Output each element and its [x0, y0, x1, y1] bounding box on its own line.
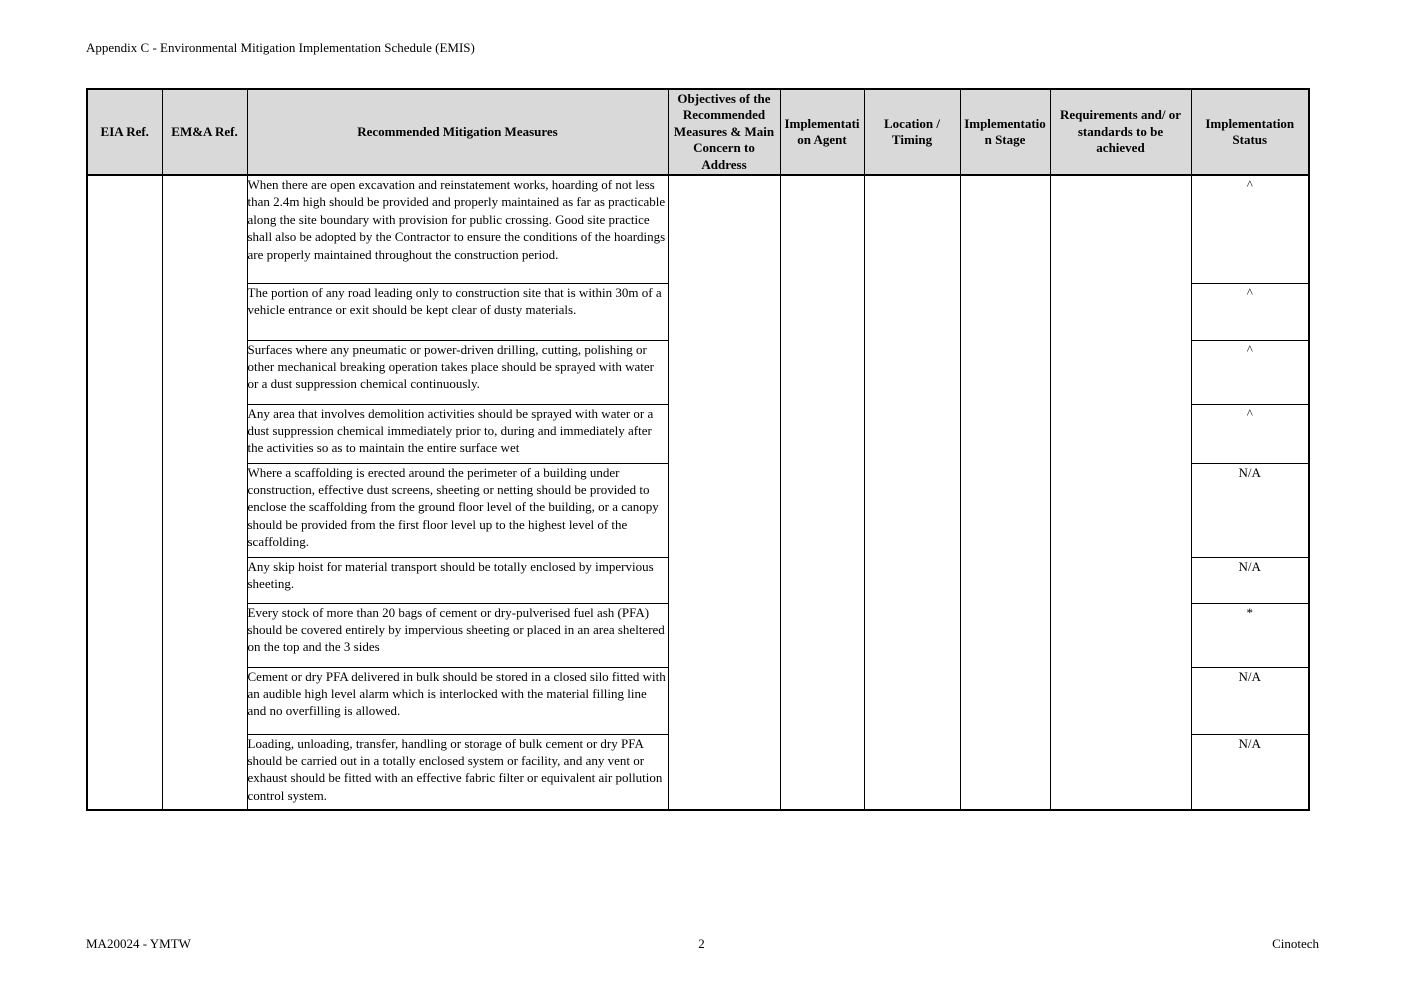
status-cell: N/A — [1191, 734, 1309, 810]
footer-company-name: Cinotech — [1272, 936, 1319, 951]
footer-page-number: 2 — [698, 936, 705, 951]
status-cell: ^ — [1191, 340, 1309, 404]
col-header-ema-ref: EM&A Ref. — [162, 89, 247, 175]
col-header-implementation-stage: Implementation Stage — [960, 89, 1050, 175]
col-header-eia-ref: EIA Ref. — [87, 89, 162, 175]
measure-cell: Cement or dry PFA delivered in bulk should be stored in a closed silo fitted with an audible high level alarm which is interlocked with the material filling line and no overfilling is allowed. — [247, 667, 668, 734]
measure-cell: When there are open excavation and reinstatement works, hoarding of not less than 2.4m high should be provided and properly maintained as far as practicable along the site boundary with provision for public crossing. Good site practice shall also be adopted by the Contractor to ensure the conditions of the hoardings are properly maintained throughout the construction period. — [247, 175, 668, 283]
location-timing-column-cell — [864, 175, 960, 810]
col-header-location-timing: Location / Timing — [864, 89, 960, 175]
col-header-mitigation-measures: Recommended Mitigation Measures — [247, 89, 668, 175]
measure-cell: Surfaces where any pneumatic or power-driven drilling, cutting, polishing or other mechanical breaking operation takes place should be sprayed with water or a dust suppression chemical continuously. — [247, 340, 668, 404]
page-title: Appendix C - Environmental Mitigation Implementation Schedule (EMIS) — [86, 40, 475, 55]
implementation-stage-column-cell — [960, 175, 1050, 810]
requirements-column-cell — [1050, 175, 1191, 810]
measure-cell: Where a scaffolding is erected around the perimeter of a building under construction, effective dust screens, sheeting or netting should be provided to enclose the scaffolding from the ground floor level of the building, or a canopy should be provided from the first floor level up to the highest level of the scaffolding. — [247, 463, 668, 557]
ema-ref-column-cell — [162, 175, 247, 810]
status-cell: N/A — [1191, 463, 1309, 557]
footer-project-ref: MA20024 - YMTW — [86, 936, 191, 951]
measure-cell: Every stock of more than 20 bags of cement or dry-pulverised fuel ash (PFA) should be covered entirely by impervious sheeting or placed in an area sheltered on the top and the 3 sides — [247, 603, 668, 667]
measure-cell: Any area that involves demolition activities should be sprayed with water or a dust suppression chemical immediately prior to, during and immediately after the activities so as to maintain the entire surface wet — [247, 404, 668, 463]
implementation-agent-column-cell — [780, 175, 864, 810]
emis-table — [86, 88, 1310, 811]
table-row — [87, 175, 1309, 283]
status-cell: ^ — [1191, 283, 1309, 340]
measure-cell: Loading, unloading, transfer, handling or storage of bulk cement or dry PFA should be carried out in a totally enclosed system or facility, and any vent or exhaust should be fitted with an effective fabric filter or equivalent air pollution control system. — [247, 734, 668, 810]
col-header-requirements: Requirements and/ or standards to be achieved — [1050, 89, 1191, 175]
header-row — [87, 89, 1309, 175]
eia-ref-column-cell — [87, 175, 162, 810]
col-header-objectives: Objectives of the Recommended Measures & Main Concern to Address — [668, 89, 780, 175]
status-cell: ^ — [1191, 175, 1309, 283]
measure-cell: Any skip hoist for material transport should be totally enclosed by impervious sheeting. — [247, 557, 668, 603]
measure-cell: The portion of any road leading only to construction site that is within 30m of a vehicle entrance or exit should be kept clear of dusty materials. — [247, 283, 668, 340]
col-header-implementation-status: Implementation Status — [1191, 89, 1309, 175]
status-cell: N/A — [1191, 667, 1309, 734]
col-header-implementation-agent: Implementation Agent — [780, 89, 864, 175]
status-cell: N/A — [1191, 557, 1309, 603]
status-cell: ^ — [1191, 404, 1309, 463]
status-cell: * — [1191, 603, 1309, 667]
objectives-column-cell — [668, 175, 780, 810]
